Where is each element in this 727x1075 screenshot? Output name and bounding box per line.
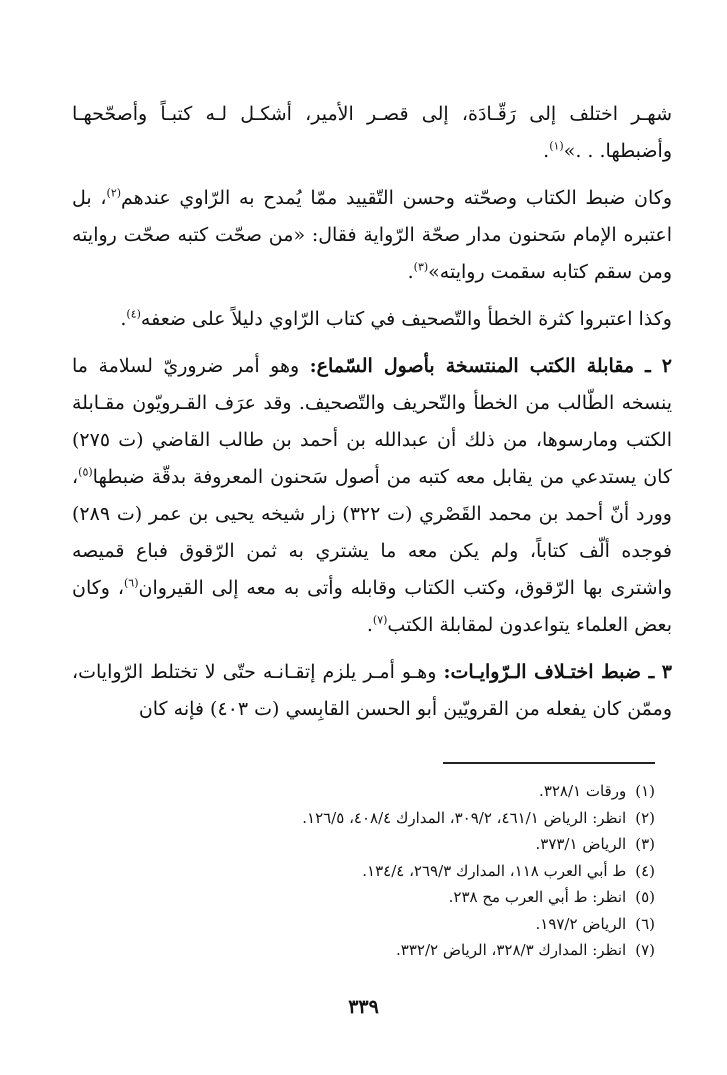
footnote-number: (١) (635, 782, 655, 800)
footnote-ref[interactable]: (١) (549, 139, 564, 153)
footnote-item (55, 778, 655, 805)
footnote-item (55, 805, 655, 832)
paragraph-2: وكان ضبط الكتاب وصحّته وحسن التّقييد ممّا يُمدح به الرّاوي عندهم$^{(٢)}$، بل اعتبره الإمام سَحنون مدار صحّة الرّواية فقال: «من صحّت كتبه صحّت روايته ومن سقم كتابه سقمت روايته»$^{(٣)}$. (72, 186, 672, 283)
footnote-number: (٣) (635, 835, 655, 853)
page-number: ٣٣٩ (348, 996, 379, 1018)
main-text (72, 96, 672, 738)
footnote-ref[interactable]: (٧) (372, 613, 388, 627)
paragraph-text: وهو أمر ضروريّ لسلامة ما ينسخه الطّالب من الخطأ والتّحريف والتّصحيف. وقد عرَف القـرويّون مقـابلة الكتب ومارسوها، من ذلك أن عبدالله بن أحمد بن طالب القاضي (ت ٢٧٥) كان يستدعي من يقابل معه كتبه من أصول سَحنون المعروفة بدقّة ضبطها (72, 355, 672, 488)
footnote-number: (٥) (635, 888, 655, 906)
section-heading: ٣ ـ ضبط اختـلاف الـرّوايـات: (443, 661, 672, 683)
footnote-text: ورقات ٣٢٨/١. (539, 782, 627, 800)
footnote-text: انظر: المدارك ٣٢٨/٣، الرياض ٣٣٢/٢. (396, 941, 627, 959)
paragraph-3: وكذا اعتبروا كثرة الخطأ والتّصحيف في كتاب الرّاوي دليلاً على ضعفه$^{(٤)}$. (120, 307, 672, 330)
footnote-ref[interactable]: (٣) (413, 260, 429, 274)
paragraph-text: شهـر اختلف إلى رَقّـادَة، إلى قصـر الأمير، أشكـل لـه كتبـاً وأصحّحهـا وأضبطها. . .» (72, 103, 672, 162)
section-heading: ٢ ـ مقابلة الكتب المنتسخة بأصول السّماع: (309, 355, 672, 377)
footnote-list (55, 778, 655, 964)
footnote-item (55, 937, 655, 964)
paragraph-5 (72, 654, 672, 728)
footnote-text: الرياض ٣٧٣/١. (535, 835, 627, 853)
footnote-item (55, 858, 655, 885)
footnote-item (55, 911, 655, 938)
footnote-text: انظر: الرياض ٤٦١/١، ٣٠٩/٢، المدارك ٤٠٨/٤، ١٢٦/٥. (302, 808, 627, 827)
paragraph-1: شهـر اختلف إلى رَقّـادَة، إلى قصـر الأمير، أشكـل لـه كتبـاً وأصحّحهـا وأضبطها. . .»$^{(١)}$. (72, 103, 672, 162)
paragraph-text: ، بل اعتبره الإمام سَحنون مدار صحّة الرّواية فقال: «من صحّت كتبه صحّت روايته ومن سقم كتابه سقمت روايته» (72, 187, 672, 283)
footnote-ref[interactable]: (٢) (106, 186, 122, 200)
footnote-text: انظر: ط أبي العرب مح ٢٣٨. (448, 888, 627, 906)
paragraph-4: ٢ ـ مقابلة الكتب المنتسخة بأصول السّماع: وهو أمر ضروريّ لسلامة ما ينسخه الطّالب من الخطأ والتّحريف والتّصحيف. وقد عرَف القـرويّون مقـابلة الكتب ومارسوها، من ذلك أن عبدالله بن أحمد بن طالب القاضي (ت ٢٧٥) كان يستدعي من يقابل معه كتبه من أصول سَحنون المعروفة بدقّة ضبطها$^{(٥)}$، وورد أنّ أحمد بن محمد القَصْري (ت ٣٢٢) زار شيخه يحيى بن عمر (ت ٢٨٩) فوجده ألّف كتاباً، ولم يكن معه ما يشتري به ثمن الرّقوق فباع قميصه واشترى بها الرّقوق، وكتب الكتاب وقابله وأتى به معه إلى القيروان$^{(٦)}$، وكان بعض العلماء يتواعدون لمقابلة الكتب$^{(٧)}$. (72, 355, 672, 636)
footnote-ref[interactable]: (٤) (126, 307, 141, 321)
paragraph-text: ، وكان بعض العلماء يتواعدون لمقابلة الكتب (72, 577, 672, 636)
footnote-text: ط أبي العرب ١١٨، المدارك ٢٦٩/٣، ١٣٤/٤. (362, 861, 627, 880)
paragraph-text: وكان ضبط الكتاب وصحّته وحسن التّقييد ممّا يُمدح به الرّاوي عندهم (121, 187, 672, 209)
footnote-text: الرياض ١٩٧/٢. (535, 914, 627, 933)
footnote-item (55, 884, 655, 911)
footnote-number: (٢) (635, 808, 655, 827)
paragraph-text: وكذا اعتبروا كثرة الخطأ والتّصحيف في كتاب الرّاوي دليلاً على ضعفه (140, 308, 672, 330)
footnote-ref[interactable]: (٦) (123, 576, 139, 590)
footnote-number: (٦) (635, 914, 655, 933)
footnote-item (55, 831, 655, 858)
footnote-ref[interactable]: (٥) (78, 465, 93, 479)
footnote-number: (٤) (635, 861, 655, 880)
footnote-divider (443, 762, 655, 764)
paragraph-text: ، وورد أنّ أحمد بن محمد القَصْري (ت ٣٢٢) زار شيخه يحيى بن عمر (ت ٢٨٩) فوجده ألّف كتاباً، ولم يكن معه ما يشتري به ثمن الرّقوق فباع قميصه واشترى بها الرّقوق، وكتب الكتاب وقابله وأتى به معه إلى القيروان (72, 466, 672, 599)
paragraph-text: وهـو أمـر يلزم إتقـانـه حتّى لا تختلط الرّوايات، وممّن كان يفعله من القرويّين أبو الحسن القابِسي (ت ٤٠٣) فإنه كان (72, 661, 672, 720)
footnote-number: (٧) (635, 941, 655, 959)
